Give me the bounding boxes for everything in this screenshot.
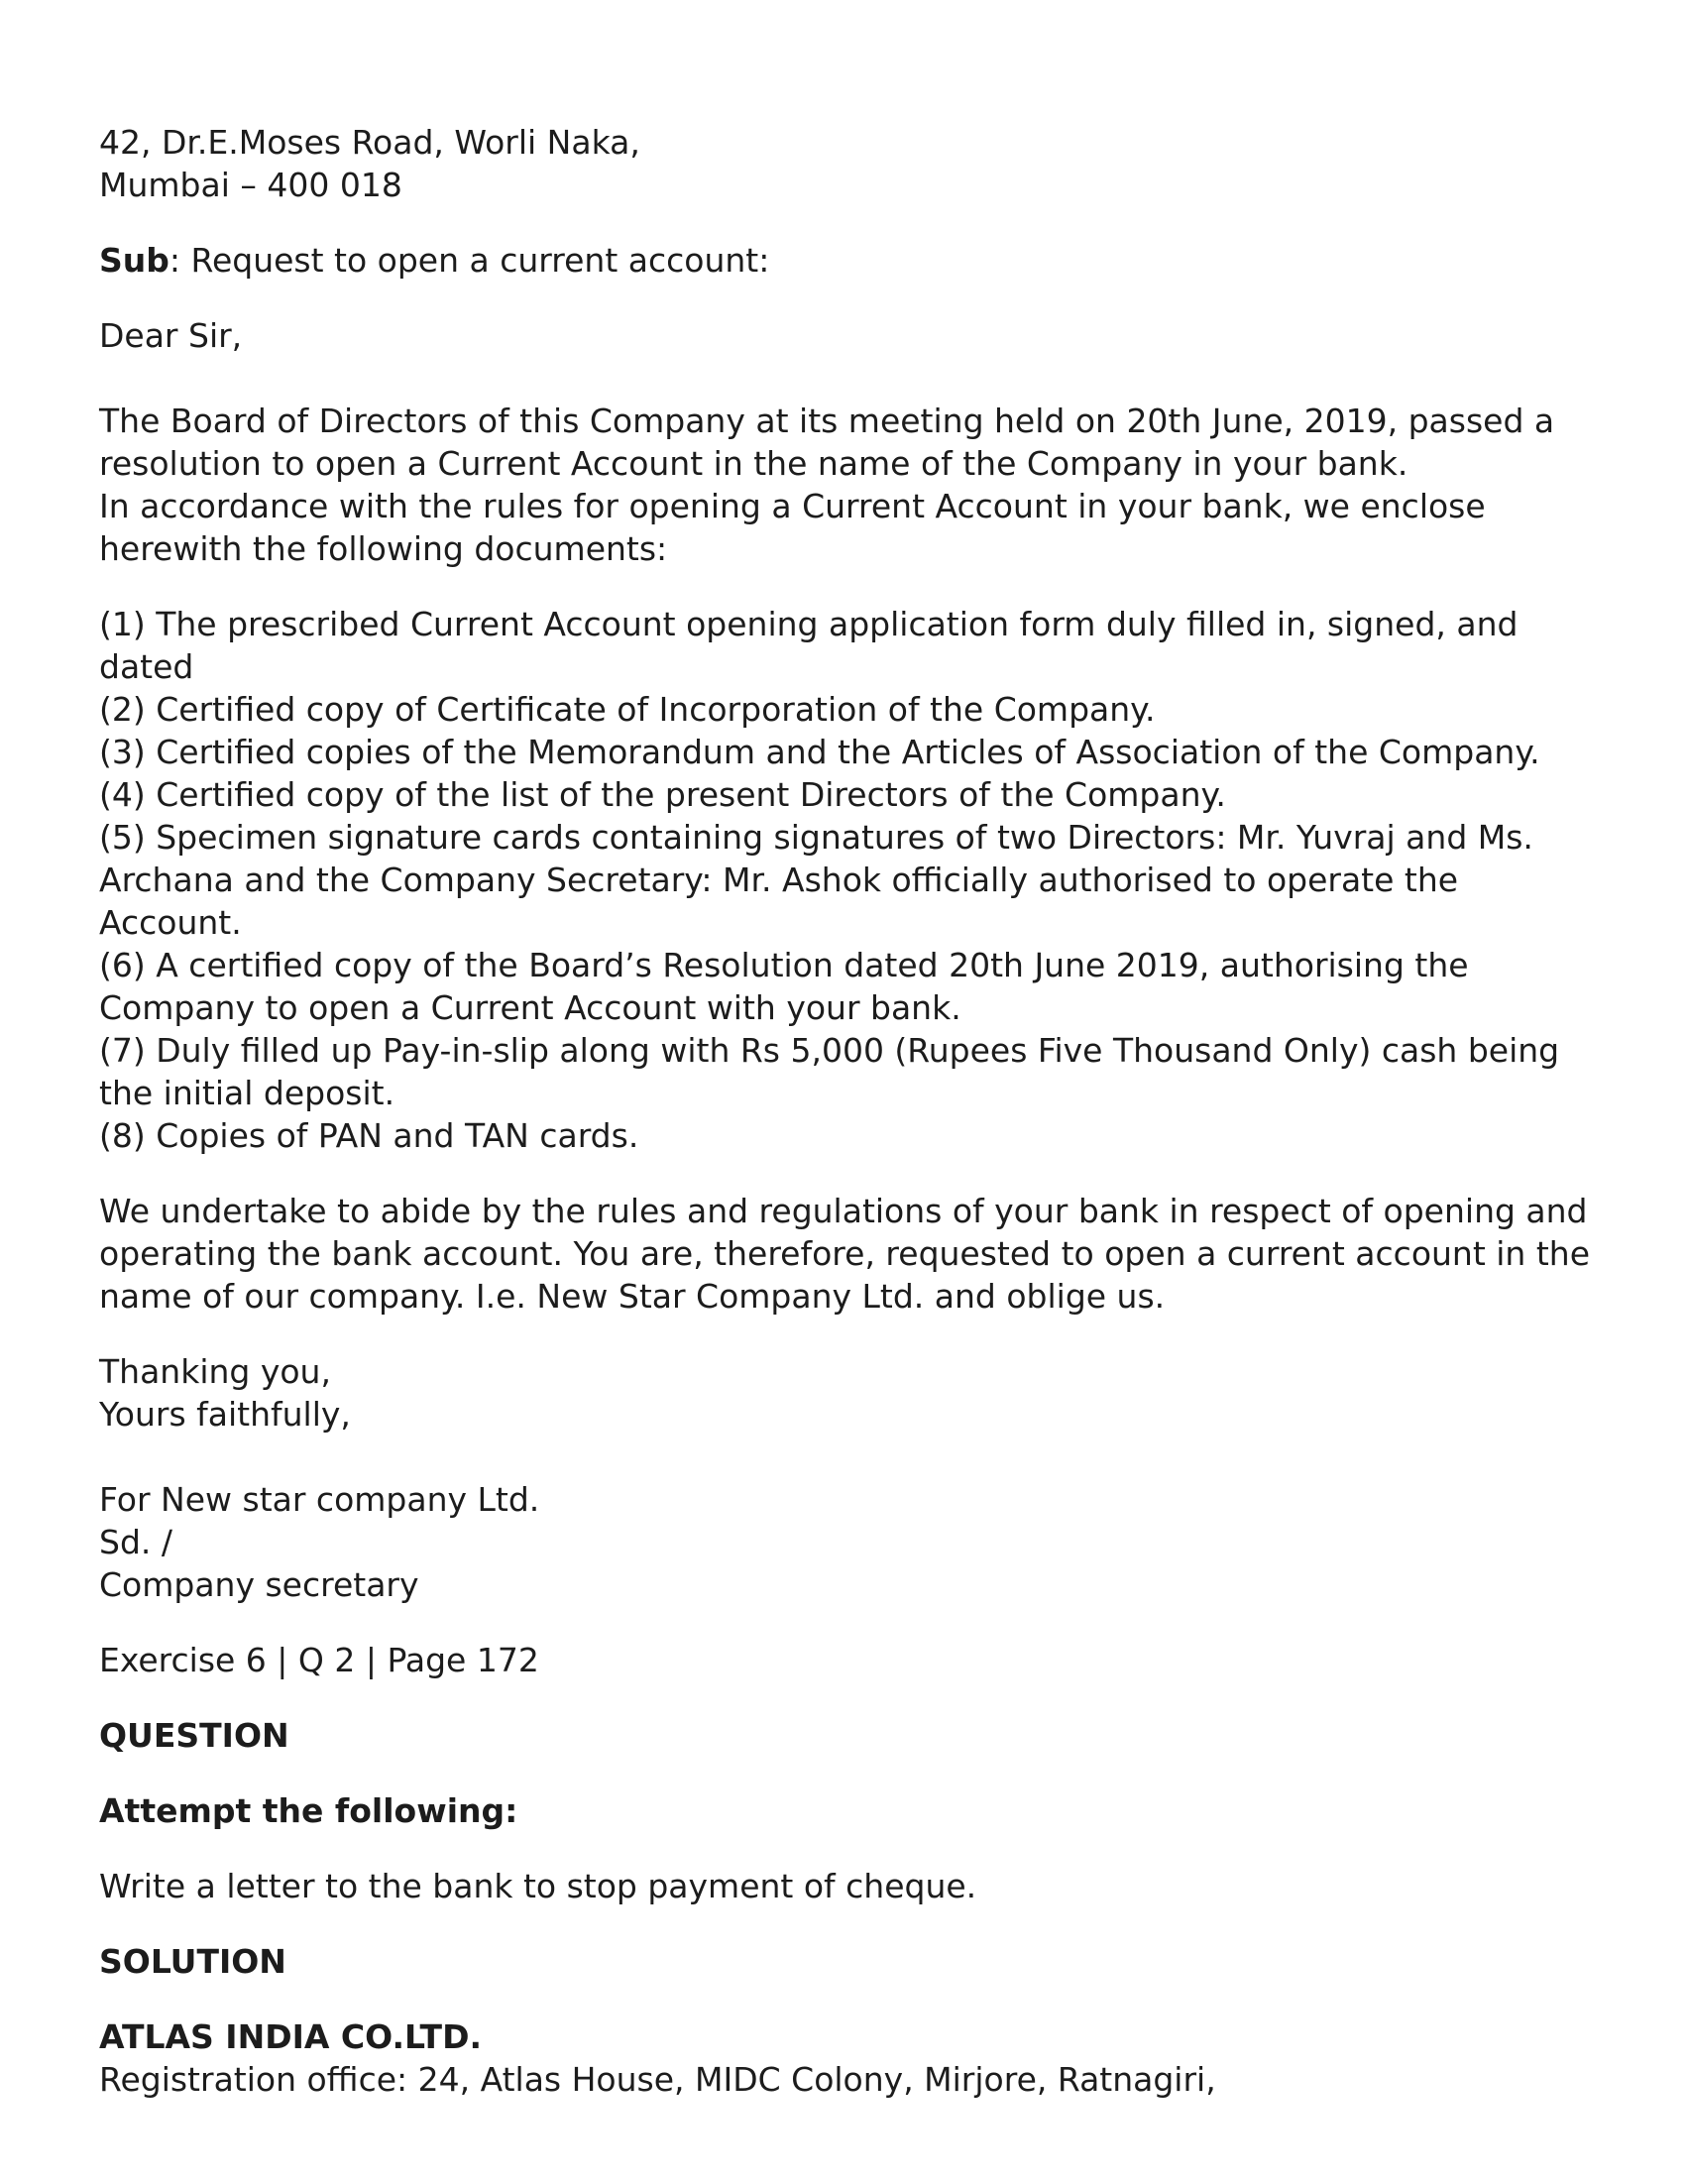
closing-block <box>99 1350 1606 1436</box>
subject-line <box>99 239 1606 282</box>
list-item: (8) Copies of PAN and TAN cards. <box>99 1116 639 1155</box>
address-line-2: Mumbai – 400 018 <box>99 166 402 204</box>
question-text: Write a letter to the bank to stop payment of cheque. <box>99 1867 977 1905</box>
closing-yours: Yours faithfully, <box>99 1395 351 1434</box>
subject-label: Sub <box>99 241 169 280</box>
documents-list <box>99 603 1606 1157</box>
signature-block <box>99 1478 1606 1606</box>
address-line-1: 42, Dr.E.Moses Road, Worli Naka, <box>99 123 640 162</box>
list-item: (6) A certified copy of the Board’s Resolution dated 20th June 2019, authorising the Company to open a Current Account with your bank. <box>99 946 1469 1027</box>
company-name: ATLAS INDIA CO.LTD. <box>99 2017 482 2056</box>
list-item: (7) Duly filled up Pay-in-slip along with Rs 5,000 (Rupees Five Thousand Only) cash being the initial deposit. <box>99 1031 1560 1112</box>
document-page <box>99 121 1606 2101</box>
address-block <box>99 121 1606 206</box>
solution-letterhead <box>99 2015 1606 2101</box>
registration-office: Registration office: 24, Atlas House, MIDC Colony, Mirjore, Ratnagiri, <box>99 2060 1216 2099</box>
list-item: (3) Certified copies of the Memorandum and the Articles of Association of the Company. <box>99 733 1540 771</box>
list-item: (5) Specimen signature cards containing signatures of two Directors: Mr. Yuvraj and Ms. Archana and the Company Secretary: Mr. Ashok officially authorised to operate the Account. <box>99 818 1533 942</box>
question-heading: QUESTION <box>99 1716 289 1755</box>
solution-heading: SOLUTION <box>99 1942 286 1981</box>
intro-block <box>99 400 1606 570</box>
exercise-reference: Exercise 6 | Q 2 | Page 172 <box>99 1641 539 1679</box>
undertaking-paragraph: We undertake to abide by the rules and regulations of your bank in respect of opening and operating the bank account. You are, therefore, requested to open a current account in the name of our company. I.e. New Star Company Ltd. and oblige us. <box>99 1192 1590 1316</box>
list-item: (2) Certified copy of Certificate of Incorporation of the Company. <box>99 690 1156 729</box>
closing-thanks: Thanking you, <box>99 1352 331 1391</box>
intro-paragraph-2: In accordance with the rules for opening a Current Account in your bank, we enclose herewith the following documents: <box>99 487 1486 568</box>
instruction-heading: Attempt the following: <box>99 1791 518 1830</box>
signature-for: For New star company Ltd. <box>99 1480 540 1519</box>
salutation: Dear Sir, <box>99 316 243 355</box>
signature-sd: Sd. / <box>99 1523 172 1561</box>
list-item: (1) The prescribed Current Account opening application form duly filled in, signed, and dated <box>99 605 1519 686</box>
subject-text: : Request to open a current account: <box>169 241 770 280</box>
signature-title: Company secretary <box>99 1565 419 1604</box>
intro-paragraph-1: The Board of Directors of this Company at its meeting held on 20th June, 2019, passed a resolution to open a Current Account in the name of the Company in your bank. <box>99 402 1555 483</box>
list-item: (4) Certified copy of the list of the present Directors of the Company. <box>99 775 1226 814</box>
